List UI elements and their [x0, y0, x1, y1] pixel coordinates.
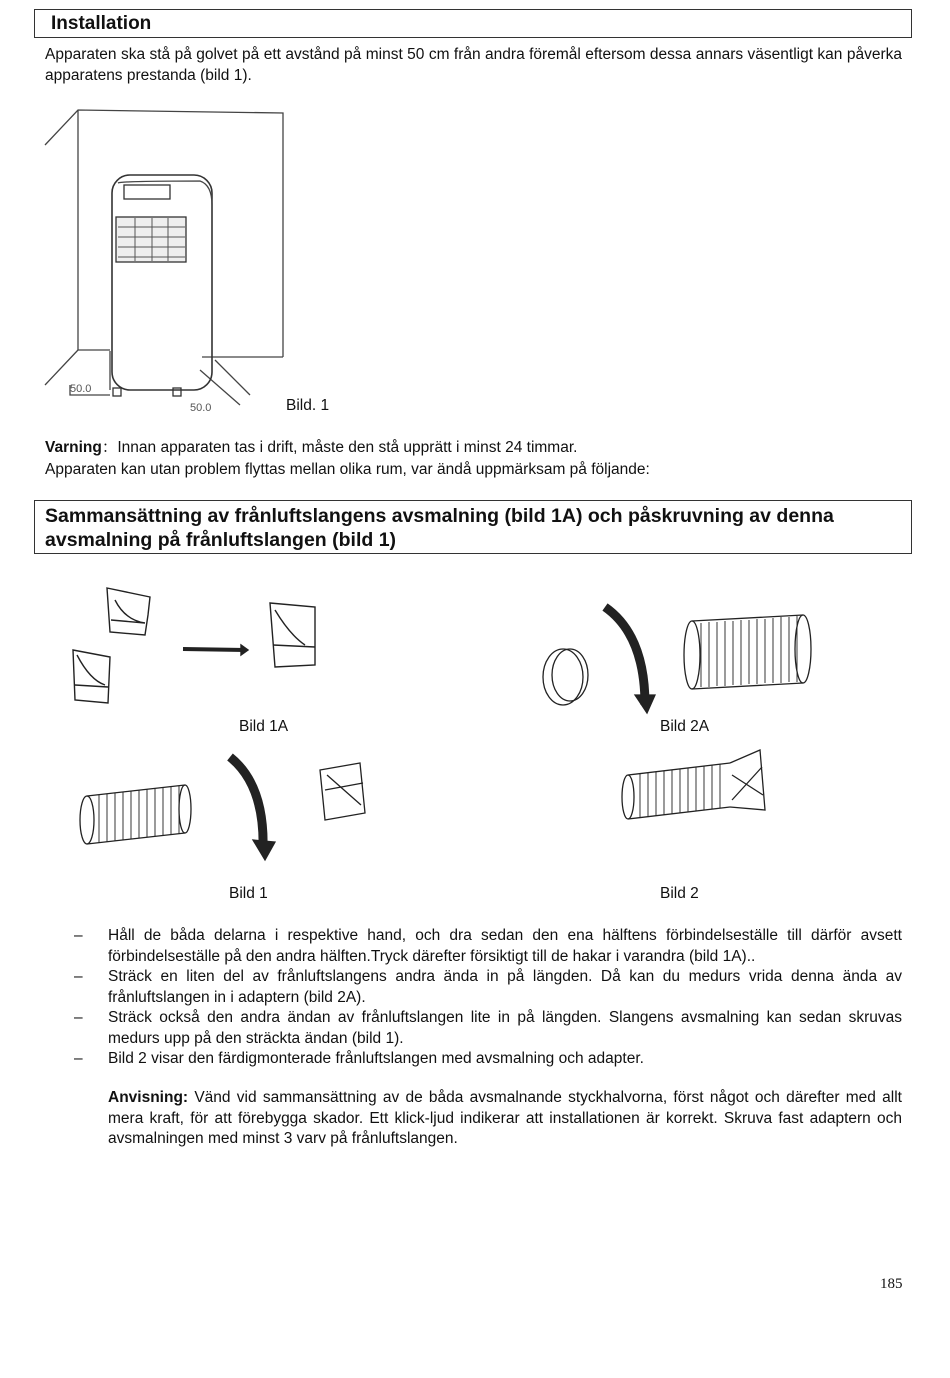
page-number: 185	[880, 1276, 903, 1292]
warning-text: Innan apparaten tas i drift, måste den stå upprätt i minst 24 timmar.	[117, 439, 578, 456]
step-text: Sträck en liten del av frånluftslangens andra ända in på längden. Då kan du medurs vrida denna ända av frånluftslangen in i adaptern (bild 2A).	[108, 968, 902, 1006]
note-text: Vänd vid sammansättning av de båda avsmalnande styckhalvorna, först något och därefter med allt mera kraft, för att förebygga skador. Ett klick-ljud indikerar att installationen är korrekt. Skruva fast adaptern och avsmalningen med minst 3 varv på frånluftslangen.	[108, 1089, 902, 1147]
hose-and-nozzle-illustration	[75, 745, 375, 865]
assembled-hose-illustration	[620, 745, 770, 830]
section-title: Sammansättning av frånluftslangens avsmalning (bild 1A) och påskruvning av denna avsmalning på frånluftslangen (bild 1)	[45, 505, 834, 551]
assembly-note	[108, 1088, 902, 1150]
svg-text:50.0: 50.0	[190, 402, 212, 414]
figure-caption-bild2: Bild 2	[660, 885, 699, 902]
section-assembly-header	[34, 500, 912, 554]
air-conditioner-illustration	[40, 105, 300, 415]
svg-text:50.0: 50.0	[70, 383, 92, 395]
step-text: Håll de båda delarna i respektive hand, och dra sedan den ena hälftens förbindelseställe till därför avsett förbindelseställe på den andra hälften.Tryck därefter försiktigt till de hakar i varandra (bild 1A)..	[108, 927, 902, 965]
bullet-dash: –	[74, 968, 83, 985]
bullet-dash: –	[74, 927, 83, 944]
note-label: Anvisning:	[108, 1089, 189, 1106]
bullet-dash: –	[74, 1050, 83, 1067]
warning-label: Varning	[45, 439, 102, 456]
warning-line	[45, 437, 902, 458]
step-text: Sträck också den andra ändan av frånluftslangen lite in på längden. Slangens avsmalning kan sedan skruvas medurs upp på den sträckta ändan (bild 1).	[108, 1009, 902, 1047]
figure-caption-bild1a: Bild 1A	[239, 718, 289, 735]
step-text: Bild 2 visar den färdigmonterade frånluftslangen med avsmalning och adapter.	[108, 1050, 644, 1067]
list-item	[74, 967, 902, 1008]
section-installation-header	[34, 9, 912, 38]
figure-caption-bild1: Bild 1	[229, 885, 268, 902]
list-item	[74, 926, 902, 967]
list-item	[74, 1049, 902, 1070]
assembly-steps-list	[74, 926, 902, 1070]
figure-caption-bild2a: Bild 2A	[660, 718, 710, 735]
adapter-and-hose-illustration	[535, 595, 815, 715]
list-item	[74, 1008, 902, 1049]
section-title: Installation	[51, 13, 152, 34]
warning-separator: ：	[101, 439, 118, 456]
bullet-dash: –	[74, 1009, 83, 1026]
installation-paragraph: Apparaten ska stå på golvet på ett avstånd på minst 50 cm från andra föremål eftersom dessa annars väsentligt kan påverka apparatens prestanda (bild 1).	[45, 46, 902, 84]
nozzle-halves-assembly-illustration	[65, 585, 335, 710]
figure-caption-bild1: Bild. 1	[286, 397, 330, 414]
move-note: Apparaten kan utan problem flyttas mellan olika rum, var ändå uppmärksam på följande:	[45, 461, 650, 478]
